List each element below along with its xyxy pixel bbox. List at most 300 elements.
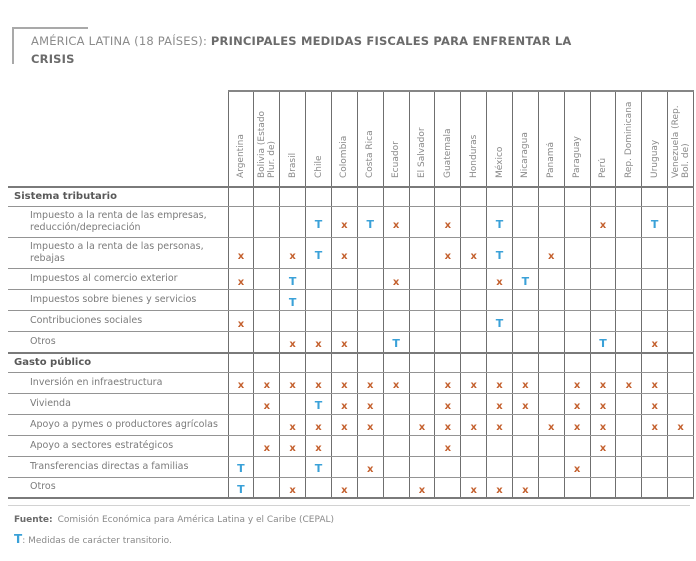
mark-cell xyxy=(306,477,332,498)
mark-cell xyxy=(254,207,280,238)
country-header xyxy=(331,91,357,187)
country-header-row xyxy=(8,91,694,187)
mark-cell xyxy=(306,435,332,456)
country-name: Guatemala xyxy=(442,128,453,178)
mark-cell xyxy=(487,372,513,393)
country-name: Uruguay xyxy=(649,139,660,178)
mark-cell xyxy=(331,372,357,393)
mark-cell xyxy=(306,456,332,477)
x-mark: x xyxy=(496,422,503,433)
mark-cell xyxy=(590,290,616,311)
x-mark: x xyxy=(367,401,374,412)
mark-cell xyxy=(642,372,668,393)
country-header xyxy=(383,91,409,187)
mark-cell xyxy=(357,477,383,498)
mark-cell xyxy=(383,393,409,414)
mark-cell xyxy=(512,435,538,456)
mark-cell xyxy=(668,477,694,498)
mark-cell xyxy=(409,290,435,311)
mark-cell xyxy=(512,311,538,332)
mark-cell xyxy=(512,372,538,393)
mark-cell xyxy=(254,477,280,498)
mark-cell xyxy=(461,269,487,290)
mark-cell xyxy=(280,372,306,393)
mark-cell xyxy=(383,290,409,311)
mark-cell xyxy=(409,477,435,498)
mark-cell xyxy=(590,311,616,332)
mark-cell xyxy=(331,477,357,498)
t-mark: T xyxy=(288,274,297,288)
mark-cell xyxy=(435,353,461,373)
mark-cell xyxy=(616,238,642,269)
x-mark: x xyxy=(573,464,581,475)
mark-cell xyxy=(538,290,564,311)
country-name: Chile xyxy=(313,155,324,178)
x-mark: x xyxy=(263,401,271,412)
mark-cell xyxy=(564,372,590,393)
mark-cell xyxy=(512,414,538,435)
x-mark: x xyxy=(651,401,658,412)
t-mark: T xyxy=(599,337,607,351)
mark-cell xyxy=(306,311,332,332)
country-header xyxy=(487,91,513,187)
x-mark: x xyxy=(599,380,607,391)
x-mark: x xyxy=(367,464,374,475)
mark-cell xyxy=(538,477,564,498)
mark-cell xyxy=(642,353,668,373)
mark-cell xyxy=(357,311,383,332)
mark-cell xyxy=(306,414,332,435)
mark-cell xyxy=(461,238,487,269)
mark-cell xyxy=(228,207,254,238)
country-header xyxy=(564,91,590,187)
page-title xyxy=(31,32,591,68)
mark-cell xyxy=(512,207,538,238)
x-mark: x xyxy=(392,219,400,231)
country-name: Rep. Dominicana xyxy=(623,101,634,178)
t-mark: T xyxy=(521,274,530,288)
mark-cell xyxy=(409,393,435,414)
measure-row xyxy=(8,456,694,477)
country-header xyxy=(306,91,332,187)
mark-cell xyxy=(461,414,487,435)
country-name: Paraguay xyxy=(572,135,583,178)
t-mark: T xyxy=(495,316,504,330)
country-name: Colombia xyxy=(339,135,350,178)
mark-cell xyxy=(616,372,642,393)
mark-cell xyxy=(280,332,306,353)
mark-cell xyxy=(487,238,513,269)
mark-cell xyxy=(642,269,668,290)
mark-cell xyxy=(564,332,590,353)
mark-cell xyxy=(616,353,642,373)
mark-cell xyxy=(564,477,590,498)
mark-cell xyxy=(357,238,383,269)
x-mark: x xyxy=(573,422,581,433)
x-mark: x xyxy=(470,422,477,433)
country-header xyxy=(512,91,538,187)
mark-cell xyxy=(538,207,564,238)
x-mark: x xyxy=(444,250,452,262)
mark-cell xyxy=(564,353,590,373)
mark-cell xyxy=(383,372,409,393)
mark-cell xyxy=(642,290,668,311)
footer-divider xyxy=(8,505,690,506)
x-mark: x xyxy=(548,422,555,433)
country-name: Bolivia (Estado Plur. de) xyxy=(256,110,277,178)
mark-cell xyxy=(306,290,332,311)
mark-cell xyxy=(564,187,590,207)
mark-cell xyxy=(383,238,409,269)
mark-cell xyxy=(538,414,564,435)
country-header xyxy=(254,91,280,187)
mark-cell xyxy=(331,414,357,435)
mark-cell xyxy=(357,269,383,290)
mark-cell xyxy=(668,332,694,353)
country-name: Ecuador xyxy=(391,141,402,178)
x-mark: x xyxy=(470,380,477,391)
mark-cell xyxy=(512,477,538,498)
x-mark: x xyxy=(315,380,322,391)
x-mark: x xyxy=(651,339,658,351)
mark-cell xyxy=(254,353,280,373)
x-mark: x xyxy=(651,422,658,433)
x-mark: x xyxy=(470,250,477,262)
t-mark: T xyxy=(288,295,297,309)
mark-cell xyxy=(616,269,642,290)
section-label: Sistema tributario xyxy=(8,187,228,207)
x-mark: x xyxy=(341,422,348,433)
mark-cell xyxy=(357,414,383,435)
mark-cell xyxy=(331,435,357,456)
measure-row xyxy=(8,393,694,414)
mark-cell xyxy=(668,207,694,238)
mark-cell xyxy=(383,207,409,238)
mark-cell xyxy=(228,187,254,207)
x-mark: x xyxy=(496,276,503,288)
mark-cell xyxy=(280,238,306,269)
mark-cell xyxy=(461,311,487,332)
country-name: Costa Rica xyxy=(365,130,376,178)
mark-cell xyxy=(642,414,668,435)
mark-cell xyxy=(280,456,306,477)
measure-row xyxy=(8,269,694,290)
mark-cell xyxy=(357,207,383,238)
x-mark: x xyxy=(599,443,607,454)
x-mark: x xyxy=(522,401,529,412)
mark-cell xyxy=(461,477,487,498)
mark-cell xyxy=(590,372,616,393)
mark-cell xyxy=(461,290,487,311)
x-mark: x xyxy=(677,422,684,433)
measure-label: Contribuciones sociales xyxy=(8,311,228,332)
measure-row xyxy=(8,414,694,435)
mark-cell xyxy=(357,353,383,373)
mark-cell xyxy=(357,187,383,207)
measure-label: Impuestos al comercio exterior xyxy=(8,269,228,290)
mark-cell xyxy=(409,187,435,207)
mark-cell xyxy=(512,456,538,477)
measure-label: Impuesto a la renta de las personas, rebajas xyxy=(8,238,228,269)
mark-cell xyxy=(435,311,461,332)
x-mark: x xyxy=(315,339,322,351)
x-mark: x xyxy=(392,276,400,288)
mark-cell xyxy=(409,372,435,393)
measure-label: Impuesto a la renta de las empresas, reducción/depreciación xyxy=(8,207,228,238)
mark-cell xyxy=(616,207,642,238)
mark-cell xyxy=(228,290,254,311)
mark-cell xyxy=(461,456,487,477)
x-mark: x xyxy=(444,422,452,433)
mark-cell xyxy=(616,456,642,477)
x-mark: x xyxy=(315,443,322,454)
mark-cell xyxy=(409,207,435,238)
mark-cell xyxy=(357,332,383,353)
mark-cell xyxy=(538,311,564,332)
x-mark: x xyxy=(263,443,271,454)
mark-cell xyxy=(538,372,564,393)
mark-cell xyxy=(538,332,564,353)
mark-cell xyxy=(642,207,668,238)
mark-cell xyxy=(383,332,409,353)
mark-cell xyxy=(668,372,694,393)
x-mark: x xyxy=(548,250,555,262)
country-header xyxy=(228,91,254,187)
mark-cell xyxy=(409,332,435,353)
mark-cell xyxy=(616,393,642,414)
mark-cell xyxy=(306,187,332,207)
x-mark: x xyxy=(573,380,581,391)
mark-cell xyxy=(590,269,616,290)
mark-cell xyxy=(487,477,513,498)
country-header xyxy=(590,91,616,187)
mark-cell xyxy=(564,207,590,238)
mark-cell xyxy=(512,238,538,269)
mark-cell xyxy=(409,414,435,435)
mark-cell xyxy=(331,332,357,353)
x-mark: x xyxy=(237,250,245,262)
footer-legend xyxy=(14,532,172,546)
mark-cell xyxy=(564,456,590,477)
mark-cell xyxy=(254,435,280,456)
x-mark: x xyxy=(341,339,348,351)
table-body xyxy=(8,187,694,498)
section-label: Gasto público xyxy=(8,353,228,373)
mark-cell xyxy=(357,456,383,477)
mark-cell xyxy=(590,353,616,373)
section-row xyxy=(8,187,694,207)
mark-cell xyxy=(435,269,461,290)
t-mark: T xyxy=(314,462,323,475)
x-mark: x xyxy=(367,422,374,433)
measure-row xyxy=(8,372,694,393)
measure-label: Otros xyxy=(8,477,228,498)
mark-cell xyxy=(461,435,487,456)
mark-cell xyxy=(487,311,513,332)
mark-cell xyxy=(461,372,487,393)
mark-cell xyxy=(538,435,564,456)
x-mark: x xyxy=(341,380,348,391)
mark-cell xyxy=(228,435,254,456)
mark-cell xyxy=(642,477,668,498)
mark-cell xyxy=(564,435,590,456)
mark-cell xyxy=(512,332,538,353)
country-header xyxy=(280,91,306,187)
t-mark: T xyxy=(392,337,400,351)
mark-cell xyxy=(435,414,461,435)
mark-cell xyxy=(306,372,332,393)
mark-cell xyxy=(487,435,513,456)
mark-cell xyxy=(590,187,616,207)
measure-label: Inversión en infraestructura xyxy=(8,372,228,393)
mark-cell xyxy=(409,311,435,332)
mark-cell xyxy=(461,187,487,207)
mark-cell xyxy=(642,187,668,207)
mark-cell xyxy=(564,269,590,290)
mark-cell xyxy=(590,332,616,353)
country-name: Honduras xyxy=(468,134,479,178)
mark-cell xyxy=(383,187,409,207)
mark-cell xyxy=(306,207,332,238)
x-mark: x xyxy=(315,422,322,433)
x-mark: x xyxy=(470,484,477,496)
mark-cell xyxy=(306,353,332,373)
legend-t-symbol: T xyxy=(14,532,23,546)
mark-cell xyxy=(280,477,306,498)
mark-cell xyxy=(280,414,306,435)
page-title-prefix: AMÉRICA LATINA (18 PAÍSES): xyxy=(31,34,211,48)
mark-cell xyxy=(280,290,306,311)
x-mark: x xyxy=(599,401,607,412)
x-mark: x xyxy=(289,380,296,391)
mark-cell xyxy=(616,332,642,353)
mark-cell xyxy=(642,238,668,269)
t-mark: T xyxy=(237,482,245,496)
x-mark: x xyxy=(289,484,296,496)
measure-row xyxy=(8,311,694,332)
mark-cell xyxy=(254,269,280,290)
legend-text: : Medidas de carácter transitorio. xyxy=(22,536,172,546)
country-name: Nicaragua xyxy=(520,132,531,178)
mark-cell xyxy=(487,207,513,238)
mark-cell xyxy=(642,393,668,414)
mark-cell xyxy=(409,269,435,290)
mark-cell xyxy=(512,393,538,414)
mark-cell xyxy=(331,238,357,269)
mark-cell xyxy=(512,187,538,207)
x-mark: x xyxy=(573,401,581,412)
mark-cell xyxy=(331,353,357,373)
mark-cell xyxy=(280,187,306,207)
x-mark: x xyxy=(444,380,452,391)
t-mark: T xyxy=(495,248,504,262)
mark-cell xyxy=(254,372,280,393)
mark-cell xyxy=(254,311,280,332)
mark-cell xyxy=(228,269,254,290)
t-mark: T xyxy=(237,462,245,475)
mark-cell xyxy=(487,414,513,435)
x-mark: x xyxy=(237,276,245,288)
x-mark: x xyxy=(496,401,503,412)
mark-cell xyxy=(564,393,590,414)
mark-cell xyxy=(228,332,254,353)
header-corner-cell xyxy=(8,91,228,187)
mark-cell xyxy=(461,393,487,414)
mark-cell xyxy=(435,477,461,498)
mark-cell xyxy=(461,207,487,238)
country-name: El Salvador xyxy=(416,127,427,178)
source-text: Comisión Económica para América Latina y el Caribe (CEPAL) xyxy=(57,515,335,525)
mark-cell xyxy=(228,372,254,393)
mark-cell xyxy=(538,456,564,477)
x-mark: x xyxy=(496,380,503,391)
x-mark: x xyxy=(237,380,245,391)
t-mark: T xyxy=(314,399,323,412)
measure-label: Otros xyxy=(8,332,228,353)
mark-cell xyxy=(538,238,564,269)
x-mark: x xyxy=(289,422,296,433)
measure-row xyxy=(8,290,694,311)
mark-cell xyxy=(435,435,461,456)
country-header xyxy=(409,91,435,187)
mark-cell xyxy=(487,332,513,353)
mark-cell xyxy=(590,477,616,498)
mark-cell xyxy=(357,290,383,311)
mark-cell xyxy=(616,477,642,498)
mark-cell xyxy=(435,372,461,393)
mark-cell xyxy=(642,332,668,353)
mark-cell xyxy=(280,393,306,414)
mark-cell xyxy=(409,353,435,373)
country-header xyxy=(668,91,694,187)
x-mark: x xyxy=(522,484,529,496)
mark-cell xyxy=(409,456,435,477)
mark-cell xyxy=(642,435,668,456)
footer-source xyxy=(14,515,334,525)
mark-cell xyxy=(254,290,280,311)
mark-cell xyxy=(435,393,461,414)
t-mark: T xyxy=(650,217,659,231)
x-mark: x xyxy=(289,443,296,454)
x-mark: x xyxy=(341,484,348,496)
country-header xyxy=(357,91,383,187)
measure-row xyxy=(8,477,694,498)
mark-cell xyxy=(331,311,357,332)
country-header xyxy=(435,91,461,187)
x-mark: x xyxy=(237,318,245,330)
mark-cell xyxy=(616,435,642,456)
mark-cell xyxy=(280,435,306,456)
mark-cell xyxy=(616,187,642,207)
mark-cell xyxy=(487,456,513,477)
mark-cell xyxy=(383,269,409,290)
country-name: Perú xyxy=(597,157,608,178)
mark-cell xyxy=(254,238,280,269)
mark-cell xyxy=(616,290,642,311)
mark-cell xyxy=(383,477,409,498)
mark-cell xyxy=(357,393,383,414)
mark-cell xyxy=(564,311,590,332)
x-mark: x xyxy=(599,422,607,433)
measure-label: Apoyo a sectores estratégicos xyxy=(8,435,228,456)
mark-cell xyxy=(668,290,694,311)
x-mark: x xyxy=(651,380,658,391)
mark-cell xyxy=(383,311,409,332)
mark-cell xyxy=(331,290,357,311)
mark-cell xyxy=(228,353,254,373)
mark-cell xyxy=(668,187,694,207)
mark-cell xyxy=(254,414,280,435)
